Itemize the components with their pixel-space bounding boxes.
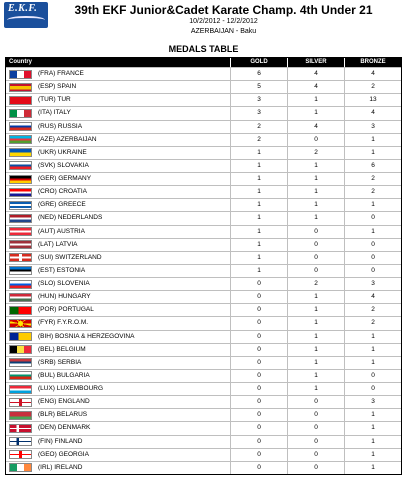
gold-count: 2	[230, 121, 287, 133]
country-name: (FYR) F.Y.R.O.M.	[38, 319, 89, 327]
country-cell	[6, 304, 230, 316]
country-cell	[6, 357, 230, 369]
logo-text: E.K.F.	[8, 3, 38, 14]
country-name: (EST) ESTONIA	[38, 266, 86, 274]
medals-table	[5, 57, 402, 475]
country-cell	[6, 173, 230, 185]
silver-count: 0	[287, 409, 344, 421]
event-dates: 10/2/2012 - 12/2/2012	[189, 18, 258, 25]
table-row	[6, 225, 401, 238]
bronze-count: 1	[344, 409, 401, 421]
country-flag-icon	[9, 319, 32, 328]
country-name: (AZE) AZERBAIJAN	[38, 135, 97, 143]
country-flag-icon	[9, 371, 32, 380]
gold-count: 3	[230, 107, 287, 119]
silver-count: 0	[287, 396, 344, 408]
country-name: (GRE) GREECE	[38, 201, 86, 209]
silver-count: 2	[287, 278, 344, 290]
table-row	[6, 251, 401, 264]
country-name: (RUS) RUSSIA	[38, 122, 83, 130]
country-name: (SLO) SLOVENIA	[38, 280, 90, 288]
bronze-count: 0	[344, 383, 401, 395]
bronze-count: 3	[344, 121, 401, 133]
silver-count: 1	[287, 383, 344, 395]
bronze-count: 1	[344, 436, 401, 448]
silver-count: 1	[287, 304, 344, 316]
country-flag-icon	[9, 83, 32, 92]
country-cell	[6, 265, 230, 277]
bronze-count: 2	[344, 304, 401, 316]
table-row	[6, 277, 401, 290]
gold-count: 0	[230, 436, 287, 448]
country-flag-icon	[9, 175, 32, 184]
gold-count: 1	[230, 226, 287, 238]
country-cell	[6, 396, 230, 408]
country-name: (ENG) ENGLAND	[38, 398, 90, 406]
table-row	[6, 198, 401, 211]
silver-count: 2	[287, 147, 344, 159]
table-row	[6, 106, 401, 119]
bronze-count: 0	[344, 252, 401, 264]
bronze-count: 1	[344, 199, 401, 211]
country-name: (GER) GERMANY	[38, 175, 92, 183]
table-row	[6, 120, 401, 133]
silver-count: 1	[287, 107, 344, 119]
silver-count: 0	[287, 436, 344, 448]
table-row	[6, 159, 401, 172]
bronze-count: 0	[344, 265, 401, 277]
country-name: (AUT) AUSTRIA	[38, 227, 85, 235]
country-cell	[6, 68, 230, 80]
bronze-count: 4	[344, 291, 401, 303]
country-name: (GEO) GEORGIA	[38, 450, 89, 458]
country-cell	[6, 462, 230, 474]
country-cell	[6, 147, 230, 159]
silver-count: 1	[287, 160, 344, 172]
country-cell	[6, 422, 230, 434]
country-cell	[6, 291, 230, 303]
country-name: (SUI) SWITZERLAND	[38, 253, 102, 261]
table-row	[6, 185, 401, 198]
country-flag-icon	[9, 227, 32, 236]
country-flag-icon	[9, 253, 32, 262]
country-cell	[6, 186, 230, 198]
table-row	[6, 369, 401, 382]
gold-count: 0	[230, 278, 287, 290]
country-cell	[6, 449, 230, 461]
gold-count: 0	[230, 370, 287, 382]
header-silver: SILVER	[287, 58, 344, 67]
country-name: (DEN) DENMARK	[38, 424, 91, 432]
silver-count: 1	[287, 212, 344, 224]
table-header	[6, 58, 401, 67]
header-gold: GOLD	[230, 58, 287, 67]
gold-count: 0	[230, 462, 287, 474]
country-cell	[6, 317, 230, 329]
table-row	[6, 435, 401, 448]
bronze-count: 1	[344, 422, 401, 434]
country-name: (LUX) LUXEMBOURG	[38, 385, 104, 393]
bronze-count: 0	[344, 212, 401, 224]
bronze-count: 6	[344, 160, 401, 172]
country-name: (UKR) UKRAINE	[38, 148, 87, 156]
silver-count: 0	[287, 449, 344, 461]
gold-count: 1	[230, 239, 287, 251]
table-row	[6, 172, 401, 185]
gold-count: 1	[230, 199, 287, 211]
gold-count: 0	[230, 291, 287, 303]
silver-count: 1	[287, 94, 344, 106]
country-flag-icon	[9, 70, 32, 79]
header-country: Country	[9, 59, 32, 65]
country-cell	[6, 436, 230, 448]
bronze-count: 4	[344, 68, 401, 80]
country-cell	[6, 239, 230, 251]
country-name: (IRL) IRELAND	[38, 463, 83, 471]
bronze-count: 0	[344, 370, 401, 382]
bronze-count: 1	[344, 357, 401, 369]
silver-count: 0	[287, 134, 344, 146]
silver-count: 0	[287, 226, 344, 238]
table-body	[6, 67, 401, 474]
country-name: (LAT) LATVIA	[38, 240, 78, 248]
country-name: (BEL) BELGIUM	[38, 345, 86, 353]
table-row	[6, 80, 401, 93]
country-flag-icon	[9, 293, 32, 302]
gold-count: 0	[230, 396, 287, 408]
silver-count: 1	[287, 370, 344, 382]
gold-count: 0	[230, 449, 287, 461]
table-row	[6, 133, 401, 146]
country-cell	[6, 199, 230, 211]
country-flag-icon	[9, 345, 32, 354]
country-flag-icon	[9, 411, 32, 420]
table-row	[6, 316, 401, 329]
gold-count: 1	[230, 265, 287, 277]
silver-count: 4	[287, 81, 344, 93]
silver-count: 1	[287, 199, 344, 211]
country-cell	[6, 370, 230, 382]
silver-count: 1	[287, 357, 344, 369]
gold-count: 0	[230, 409, 287, 421]
country-flag-icon	[9, 463, 32, 472]
country-flag-icon	[9, 450, 32, 459]
table-row	[6, 448, 401, 461]
country-flag-icon	[9, 135, 32, 144]
country-flag-icon	[9, 358, 32, 367]
gold-count: 1	[230, 160, 287, 172]
silver-count: 1	[287, 186, 344, 198]
country-cell	[6, 409, 230, 421]
country-flag-icon	[9, 214, 32, 223]
country-name: (BIH) BOSNIA & HERZEGOVINA	[38, 332, 135, 340]
table-row	[6, 303, 401, 316]
country-flag-icon	[9, 96, 32, 105]
country-cell	[6, 81, 230, 93]
gold-count: 1	[230, 212, 287, 224]
silver-count: 0	[287, 265, 344, 277]
table-row	[6, 93, 401, 106]
country-flag-icon	[9, 201, 32, 210]
silver-count: 0	[287, 239, 344, 251]
silver-count: 0	[287, 252, 344, 264]
country-flag-icon	[9, 161, 32, 170]
table-row	[6, 238, 401, 251]
country-flag-icon	[9, 266, 32, 275]
table-row	[6, 382, 401, 395]
silver-count: 0	[287, 462, 344, 474]
silver-count: 1	[287, 344, 344, 356]
gold-count: 0	[230, 383, 287, 395]
table-row	[6, 67, 401, 80]
silver-count: 4	[287, 68, 344, 80]
country-flag-icon	[9, 148, 32, 157]
gold-count: 0	[230, 304, 287, 316]
gold-count: 0	[230, 344, 287, 356]
bronze-count: 4	[344, 107, 401, 119]
country-cell	[6, 121, 230, 133]
country-cell	[6, 134, 230, 146]
table-row	[6, 421, 401, 434]
bronze-count: 0	[344, 239, 401, 251]
gold-count: 0	[230, 331, 287, 343]
gold-count: 0	[230, 422, 287, 434]
country-cell	[6, 383, 230, 395]
bronze-count: 1	[344, 147, 401, 159]
table-row	[6, 211, 401, 224]
country-name: (NED) NEDERLANDS	[38, 214, 103, 222]
bronze-count: 13	[344, 94, 401, 106]
country-name: (SVK) SLOVAKIA	[38, 161, 89, 169]
bronze-count: 1	[344, 331, 401, 343]
country-flag-icon	[9, 109, 32, 118]
table-row	[6, 290, 401, 303]
table-row	[6, 330, 401, 343]
event-venue: AZERBAIJAN - Baku	[190, 28, 257, 35]
gold-count: 1	[230, 147, 287, 159]
gold-count: 6	[230, 68, 287, 80]
country-flag-icon	[9, 332, 32, 341]
country-cell	[6, 344, 230, 356]
table-subtitle: MEDALS TABLE	[168, 44, 239, 54]
bronze-count: 1	[344, 226, 401, 238]
country-name: (HUN) HUNGARY	[38, 293, 91, 301]
page-title: 39th EKF Junior&Cadet Karate Champ. 4th Under 21	[74, 3, 373, 17]
bronze-count: 2	[344, 173, 401, 185]
silver-count: 1	[287, 317, 344, 329]
country-name: (TUR) TUR	[38, 96, 71, 104]
country-flag-icon	[9, 437, 32, 446]
gold-count: 1	[230, 252, 287, 264]
gold-count: 3	[230, 94, 287, 106]
country-flag-icon	[9, 240, 32, 249]
country-name: (FIN) FINLAND	[38, 437, 83, 445]
country-flag-icon	[9, 424, 32, 433]
country-cell	[6, 160, 230, 172]
gold-count: 1	[230, 173, 287, 185]
silver-count: 1	[287, 291, 344, 303]
gold-count: 5	[230, 81, 287, 93]
country-cell	[6, 94, 230, 106]
country-name: (ITA) ITALY	[38, 109, 71, 117]
country-name: (SRB) SERBIA	[38, 358, 82, 366]
header-bronze: BRONZE	[344, 58, 401, 67]
table-row	[6, 461, 401, 474]
country-cell	[6, 107, 230, 119]
country-cell	[6, 212, 230, 224]
gold-count: 2	[230, 134, 287, 146]
bronze-count: 3	[344, 278, 401, 290]
silver-count: 4	[287, 121, 344, 133]
bronze-count: 2	[344, 186, 401, 198]
silver-count: 1	[287, 173, 344, 185]
table-row	[6, 264, 401, 277]
country-cell	[6, 226, 230, 238]
country-name: (ESP) SPAIN	[38, 83, 77, 91]
country-name: (POR) PORTUGAL	[38, 306, 94, 314]
country-flag-icon	[9, 385, 32, 394]
country-name: (FRA) FRANCE	[38, 70, 84, 78]
bronze-count: 1	[344, 344, 401, 356]
country-name: (BUL) BULGARIA	[38, 371, 90, 379]
table-row	[6, 395, 401, 408]
bronze-count: 3	[344, 396, 401, 408]
table-row	[6, 356, 401, 369]
bronze-count: 1	[344, 462, 401, 474]
gold-count: 0	[230, 317, 287, 329]
silver-count: 0	[287, 422, 344, 434]
country-flag-icon	[9, 306, 32, 315]
table-row	[6, 146, 401, 159]
country-name: (CRO) CROATIA	[38, 188, 87, 196]
bronze-count: 1	[344, 134, 401, 146]
table-row	[6, 343, 401, 356]
bronze-count: 1	[344, 449, 401, 461]
country-name: (BLR) BELARUS	[38, 411, 88, 419]
gold-count: 1	[230, 186, 287, 198]
bronze-count: 2	[344, 81, 401, 93]
table-row	[6, 408, 401, 421]
country-flag-icon	[9, 398, 32, 407]
country-cell	[6, 252, 230, 264]
bronze-count: 2	[344, 317, 401, 329]
country-cell	[6, 331, 230, 343]
country-flag-icon	[9, 280, 32, 289]
gold-count: 0	[230, 357, 287, 369]
country-flag-icon	[9, 188, 32, 197]
country-cell	[6, 278, 230, 290]
silver-count: 1	[287, 331, 344, 343]
country-flag-icon	[9, 122, 32, 131]
